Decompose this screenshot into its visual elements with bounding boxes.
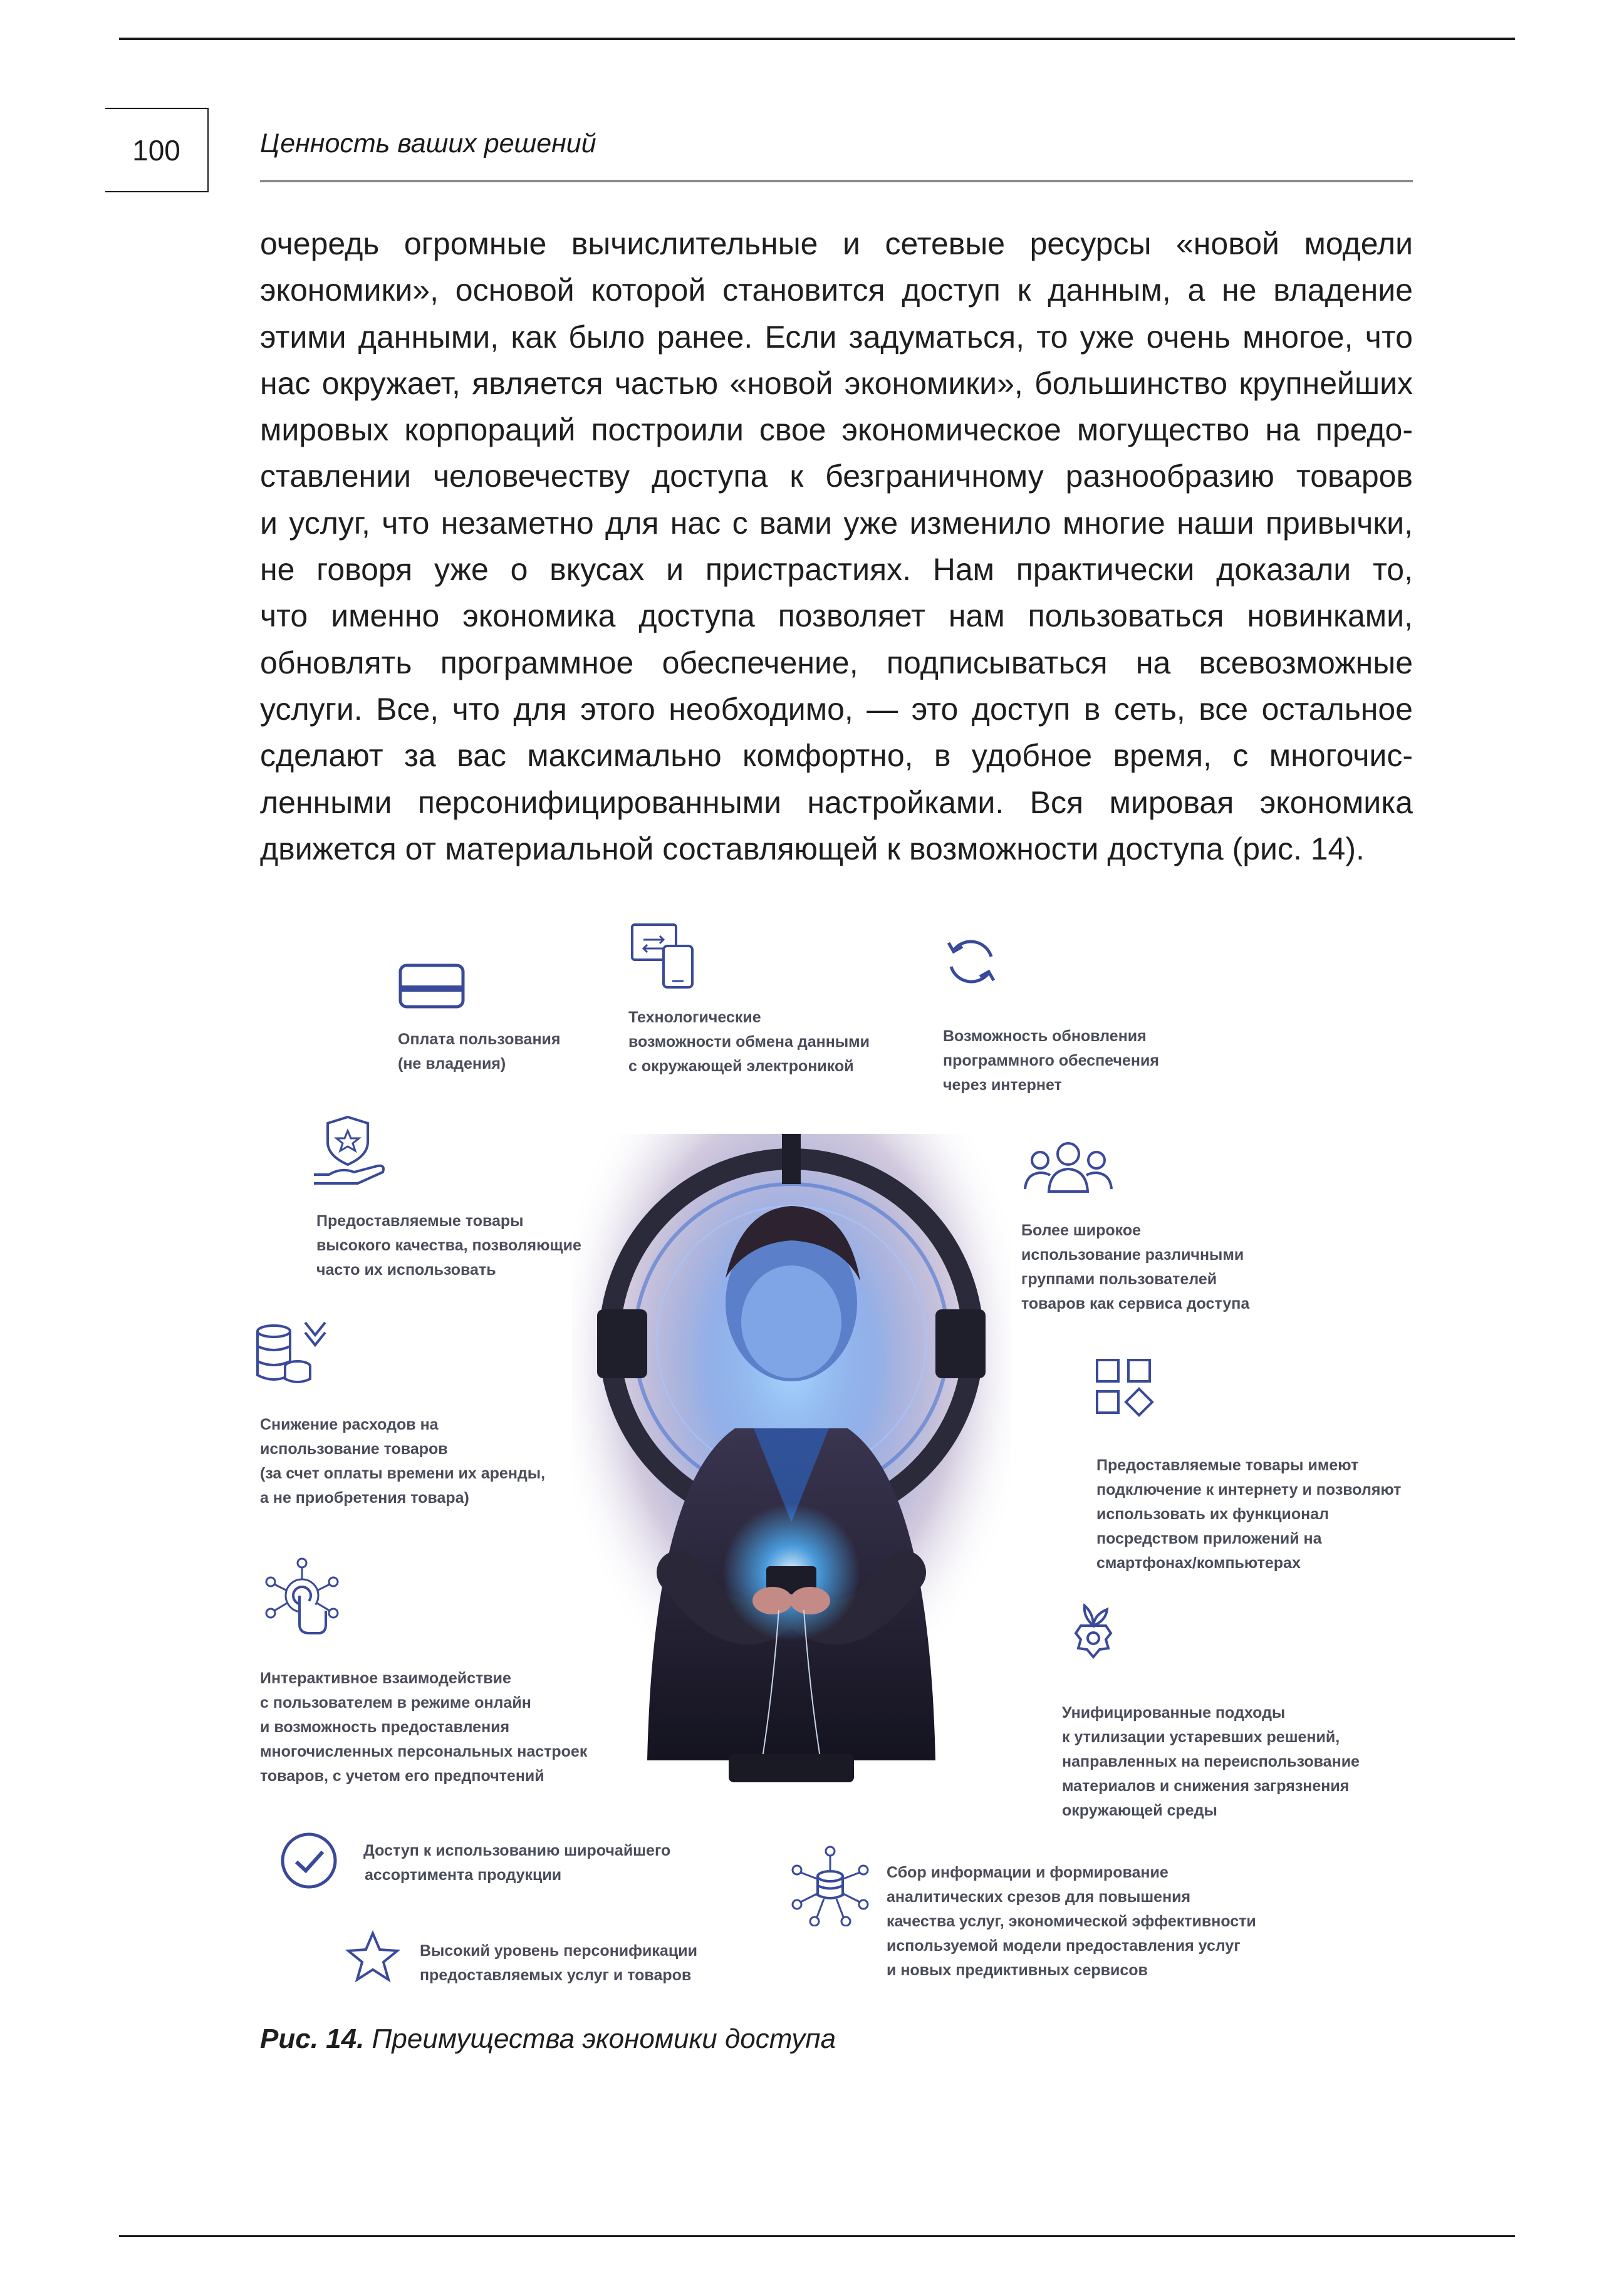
item-quality-goods: Предоставляемые товары высокого качества, позволяющие часто их использовать — [316, 1212, 581, 1279]
item-tech-exchange: Технологические возможности обмена данными с окружающей электроникой — [628, 1009, 870, 1075]
data-network-icon — [789, 1845, 871, 1926]
body-line: и услуг, что незаметно для нас с вами уже изменило многие наши привычки, — [260, 505, 1413, 541]
body-line: ленными персонифицированными настройками. Вся мировая экономика — [260, 784, 1413, 820]
apps-grid-icon — [1093, 1356, 1156, 1419]
item-wider-use: Более широкое использование различными группами пользователей товаров как сервиса доступа — [1021, 1222, 1250, 1312]
bottom-rule — [119, 2235, 1515, 2237]
users-group-icon — [1021, 1139, 1115, 1195]
item-cost-reduction: Снижение расходов на использование товаров (за счет оплаты времени их аренды, а не приобретения товара) — [260, 1416, 546, 1507]
body-line: услуги. Все, что для этого необходимо, — это доступ в сеть, все остальное — [260, 691, 1413, 727]
body-line: этими данными, как было ранее. Если задуматься, то уже очень многое, что — [260, 319, 1413, 355]
item-recycling: Унифицированные подходы к утилизации устаревших решений, направленных на переиспользование материалов и снижения загрязнения окружающей среды — [1062, 1704, 1360, 1819]
body-line: мировых корпораций построили свое экономическое могущество на предо- — [260, 412, 1413, 448]
body-line: сделают за вас максимально комфортно, в удобное время, с многочис- — [260, 738, 1413, 774]
check-circle-icon — [278, 1829, 340, 1892]
item-interactive: Интерактивное взаимодействие с пользователем в режиме онлайн и возможность предоставления многочисленных персональных настроек товаров, с учетом его предпочтений — [260, 1670, 588, 1785]
figure-caption — [260, 2023, 836, 2055]
item-payment: Оплата пользования (не владения) — [398, 1031, 561, 1073]
header-rule — [260, 180, 1413, 182]
body-line: движется от материальной составляющей к возможности доступа (рис. 14). — [260, 831, 1365, 866]
devices-exchange-icon — [628, 921, 697, 990]
body-line: что именно экономика доступа позволяет нам пользоваться новинками, — [260, 598, 1413, 634]
body-line: очередь огромные вычислительные и сетевые ресурсы «новой модели — [260, 226, 1413, 261]
body-paragraph — [260, 221, 1413, 872]
hand-shield-star-icon — [310, 1112, 392, 1187]
item-connected-goods: Предоставляемые товары имеют подключение к интернету и позволяют использовать их функционал посредством приложений на смартфонах/компьютерах — [1096, 1457, 1402, 1572]
credit-card-icon — [398, 962, 467, 1012]
touch-network-icon — [263, 1557, 345, 1638]
caption-text: Преимущества экономики доступа — [364, 2023, 836, 2054]
figure-access-economy — [254, 902, 1432, 2011]
item-assortment: Доступ к использованию широчайшего ассортимента продукции — [363, 1842, 671, 1884]
coins-down-icon — [254, 1319, 329, 1388]
top-rule — [119, 38, 1515, 40]
star-icon — [345, 1930, 401, 1986]
page-number-text: 100 — [132, 133, 180, 167]
running-title: Ценность ваших решений — [260, 128, 596, 158]
gear-leaf-icon — [1062, 1601, 1125, 1663]
page-number — [105, 108, 209, 192]
item-analytics: Сбор информации и формирование аналитических срезов для повышения качества услуг, экономической эффективности используемой модели предоставления услуг и новых предиктивных сервисов — [887, 1864, 1256, 1979]
caption-label: Рис. 14. — [260, 2023, 365, 2054]
body-line: ставлении человечеству доступа к безграничному разнообразию товаров — [260, 459, 1413, 494]
body-line: экономики», основой которой становится доступ к данным, а не владение — [260, 273, 1413, 308]
item-software-update: Возможность обновления программного обеспечения через интернет — [943, 1027, 1159, 1094]
body-line: не говоря уже о вкусах и пристрастиях. Нам практически доказали то, — [260, 552, 1413, 588]
person-with-phone-illustration — [572, 1134, 1011, 1785]
refresh-icon — [940, 930, 1002, 993]
item-personalization: Высокий уровень персонификации предоставляемых услуг и товаров — [420, 1942, 697, 1984]
body-line: обновлять программное обеспечение, подписываться на всевозможные — [260, 645, 1413, 680]
body-line: нас окружает, является частью «новой экономики», большинство крупнейших — [260, 365, 1413, 401]
